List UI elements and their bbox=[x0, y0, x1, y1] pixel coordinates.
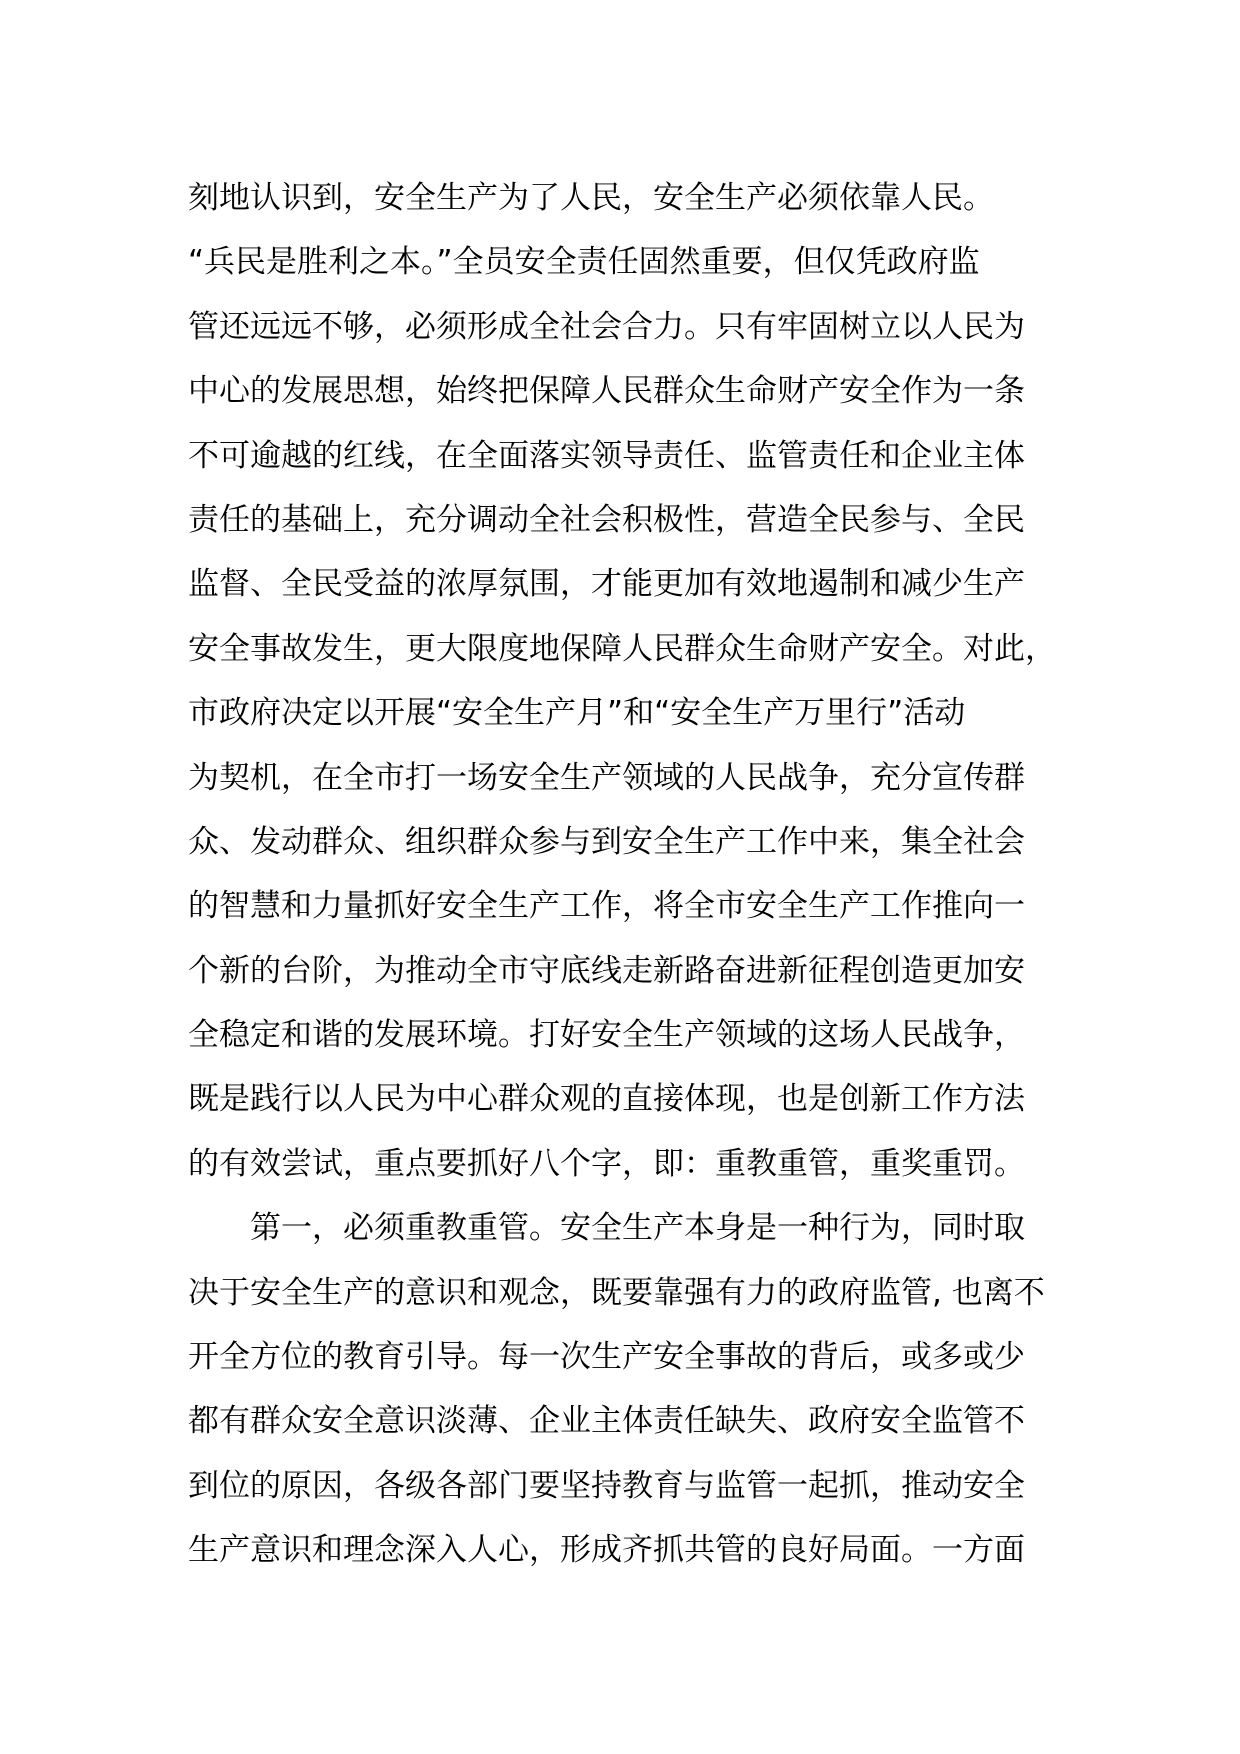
text-line-1: 刻地认识到，安全生产为了人民，安全生产必须依靠人民。 bbox=[188, 180, 994, 216]
text-line-10: 为契机，在全市打一场安全生产领域的人民战争，充分宣传群 bbox=[188, 759, 1025, 796]
body-text bbox=[188, 166, 1068, 1583]
text-line-3: 管还远远不够，必须形成全社会合力。只有牢固树立以人民为 bbox=[188, 308, 1025, 345]
text-line-8: 安全事故发生，更大限度地保障人民群众生命财产安全。对此， bbox=[188, 630, 1056, 667]
text-line-2: “兵民是胜利之本。”全员安全责任固然重要，但仅凭政府监 bbox=[188, 244, 980, 281]
text-line-9: 市政府决定以开展“安全生产月”和“安全生产万里行”活动 bbox=[188, 695, 966, 732]
text-line-16: 的有效尝试，重点要抓好八个字，即：重教重管，重奖重罚。 bbox=[188, 1145, 1025, 1182]
text-line-17: 第一，必须重教重管。安全生产本身是一种行为，同时取 bbox=[250, 1210, 1025, 1247]
text-line-4: 中心的发展思想，始终把保障人民群众生命财产安全作为一条 bbox=[188, 373, 1025, 410]
text-line-19: 开全方位的教育引导。每一次生产安全事故的背后，或多或少 bbox=[188, 1339, 1025, 1376]
text-line-18: 决于安全生产的意识和观念，既要靠强有力的政府监管, 也离不 bbox=[188, 1274, 1045, 1311]
text-line-21: 到位的原因，各级各部门要坚持教育与监管一起抓，推动安全 bbox=[188, 1467, 1025, 1504]
text-line-5: 不可逾越的红线，在全面落实领导责任、监管责任和企业主体 bbox=[188, 437, 1025, 474]
text-line-14: 全稳定和谐的发展环境。打好安全生产领域的这场人民战争， bbox=[188, 1017, 1025, 1054]
text-line-12: 的智慧和力量抓好安全生产工作，将全市安全生产工作推向一 bbox=[188, 888, 1025, 925]
text-line-22: 生产意识和理念深入人心，形成齐抓共管的良好局面。一方面 bbox=[188, 1532, 1025, 1569]
text-line-11: 众、发动群众、组织群众参与到安全生产工作中来，集全社会 bbox=[188, 823, 1025, 860]
text-line-6: 责任的基础上，充分调动全社会积极性，营造全民参与、全民 bbox=[188, 501, 1025, 538]
text-line-7: 监督、全民受益的浓厚氛围，才能更加有效地遏制和减少生产 bbox=[188, 566, 1025, 603]
text-line-15: 既是践行以人民为中心群众观的直接体现，也是创新工作方法 bbox=[188, 1081, 1025, 1118]
text-line-13: 个新的台阶，为推动全市守底线走新路奋进新征程创造更加安 bbox=[188, 952, 1025, 989]
text-line-20: 都有群众安全意识淡薄、企业主体责任缺失、政府安全监管不 bbox=[188, 1403, 1025, 1440]
